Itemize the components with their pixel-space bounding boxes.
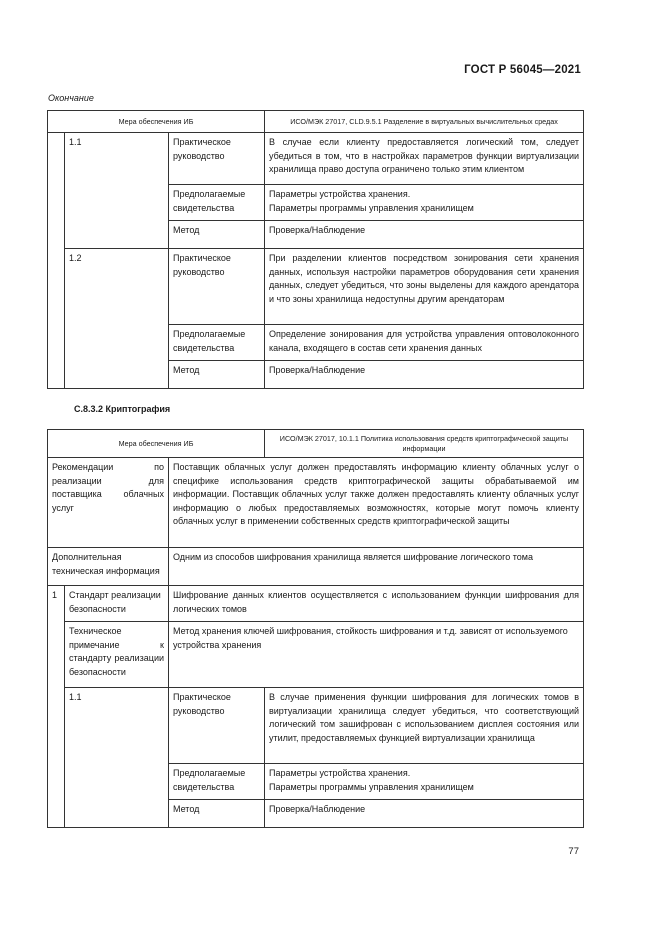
standard-label: Стандарт реализации безопасности [65,586,169,622]
table1-row-label: Практическое руководство [169,133,265,185]
table1-group-id: 1.1 [65,133,169,249]
table1-row-text: Определение зонирования для устройства управления оптоволоконного канала, входящего в состав сети хранения данных [265,325,584,361]
additional-info-label: Дополнительная техническая информация [48,548,169,586]
page-number: 77 [568,846,579,857]
section-title: С.8.3.2 Криптография [74,404,171,414]
additional-info-text: Одним из способов шифрования хранилища является шифрование логического тома [169,548,584,586]
table2-row-label: Практическое руководство [169,688,265,764]
table2-row-text: Параметры устройства хранения. Параметры программы управления хранилищем [265,764,584,800]
table1-header-left: Мера обеспечения ИБ [48,111,265,133]
table1-row-label: Предполагаемые свидетельства [169,185,265,221]
table-10-1-1 [47,429,584,828]
standard-text: Шифрование данных клиентов осуществляется с использованием функции шифрования для логических томов [169,586,584,622]
table1-row-text: При разделении клиентов посредством зонирования сети хранения данных, используя настройки параметров оборудования сети хранения данных, следует убедиться, что зоны выделены для каждого арендатора и что зоны хранилища недоступны другим арендаторам [265,249,584,325]
table1-indent-cell [48,133,65,389]
table2-row-text: Проверка/Наблюдение [265,800,584,828]
table1-row-text: Параметры устройства хранения. Параметры программы управления хранилищем [265,185,584,221]
recommendations-label: Рекомендации по реализации для поставщика облачных услуг [48,458,169,548]
table1-row-label: Метод [169,221,265,249]
table2-header-right: ИСО/МЭК 27017, 10.1.1 Политика использования средств криптографической защиты информации [265,430,584,458]
table2-row-label: Предполагаемые свидетельства [169,764,265,800]
standard-code: ГОСТ Р 56045—2021 [464,64,581,76]
table1-row-text: В случае если клиенту предоставляется логический том, следует убедиться в том, что в настройках параметров функции виртуализации хранилища право доступа ограничено только этим клиентом [265,133,584,185]
table2-row-text: В случае применения функции шифрования для логических томов в виртуализации хранилища следует убедиться, что соответствующий логический том зашифрован с использованием дисплея состояния или утилит, предоставляемых функцией виртуализации хранилища [265,688,584,764]
table2-header-left: Мера обеспечения ИБ [48,430,265,458]
recommendations-text: Поставщик облачных услуг должен предоставлять информацию клиенту облачных услуг о специфике использования средств криптографической защиты обрабатываемой им информации. Поставщик облачных услуг также должен предоставлять клиенту облачных услуг информацию о любых предоставляемых возможностях, которые могут помочь клиенту облачных услуг в применении собственных средств криптографической защиты [169,458,584,548]
table2-row-label: Метод [169,800,265,828]
table1-header-right: ИСО/МЭК 27017, CLD.9.5.1 Разделение в виртуальных вычислительных средах [265,111,584,133]
item-number: 1 [48,586,65,828]
table1-group-id: 1.2 [65,249,169,389]
table1-row-label: Предполагаемые свидетельства [169,325,265,361]
table1-row-text: Проверка/Наблюдение [265,361,584,389]
table1-row-label: Метод [169,361,265,389]
tech-note-text: Метод хранения ключей шифрования, стойкость шифрования и т.д. зависят от используемого устройства хранения [169,622,584,688]
table1-row-label: Практическое руководство [169,249,265,325]
continuation-label: Окончание [48,93,94,103]
table2-sub-id: 1.1 [65,688,169,828]
table1-row-text: Проверка/Наблюдение [265,221,584,249]
tech-note-label: Техническое примечание к стандарту реализации безопасности [65,622,169,688]
table-cld-9-5-1 [47,110,584,389]
